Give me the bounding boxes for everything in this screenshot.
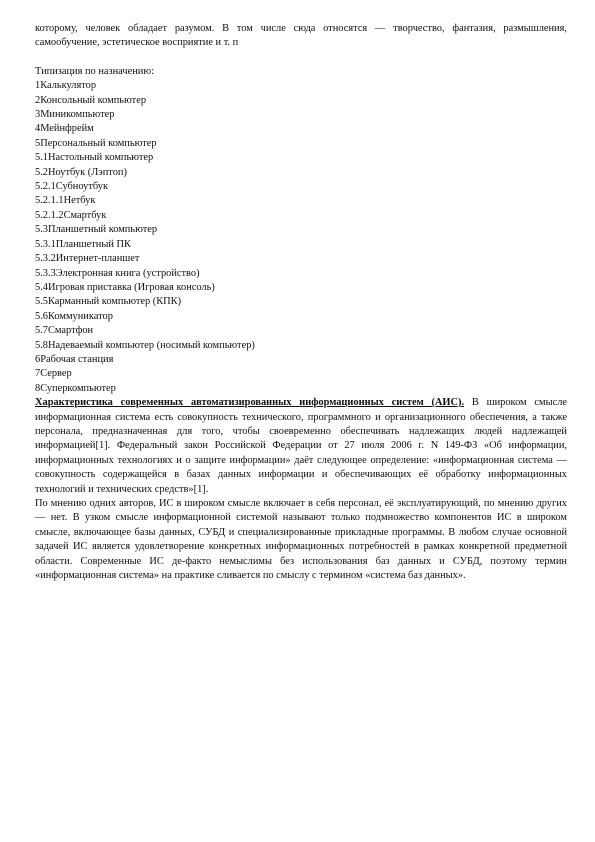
list-item: 5.5Карманный компьютер (КПК) — [35, 296, 182, 308]
intro-paragraph: которому, человек обладает разумом. В том числе сюда относятся — творчество, фантазия, размышления, самообучение, эстетическое восприятие и т. п — [35, 23, 567, 49]
paragraph-gap — [35, 51, 567, 65]
list-item: 5.2Ноутбук (Лэптоп) — [35, 166, 127, 178]
list-item: 5.2.1.1Нетбук — [35, 195, 96, 207]
list-item: 5.3.1Планшетный ПК — [35, 238, 131, 250]
list-item: 2Консольный компьютер — [35, 94, 147, 106]
ais-heading: Характеристика современных автоматизированных информационных систем (АИС). — [35, 397, 465, 409]
list-item: 5.4Игровая приставка (Игровая консоль) — [35, 281, 215, 293]
list-item: 5.6Коммуникатор — [35, 310, 113, 322]
list-item: 8Суперкомпьютер — [35, 382, 116, 394]
list-item: 5Персональный компьютер — [35, 137, 157, 149]
list-item: 1Калькулятор — [35, 80, 97, 92]
ais-paragraph-1 — [35, 396, 567, 497]
list-item: 6Рабочая станция — [35, 353, 114, 365]
list-item: 5.8Надеваемый компьютер (носимый компьютер) — [35, 339, 255, 351]
list-item: 5.2.1.2Смартбук — [35, 209, 107, 221]
list-item: 7Сервер — [35, 368, 72, 380]
list-item: 3Миникомпьютер — [35, 109, 115, 121]
ais-paragraph-1-text: В широком смысле информационная система есть совокупность технического, программного и организационного обеспечения, а также персонала, предназначенная для того, чтобы своевременно обеспечивать надлежащих людей надлежащей информацией[1]. Федеральный закон Российской Федерации от 27 июля 2006 г. N 149-ФЗ «Об информации, информационных технологиях и о защите информации» даёт следующее определение: «информационная система — совокупность содержащейся в базах данных информации и обеспечивающих её обработку информационных технологий и технических средств»[1]. — [35, 397, 568, 495]
list-item: 5.3.3Электронная книга (устройство) — [35, 267, 200, 279]
list-item: 5.3.2Интернет-планшет — [35, 253, 140, 265]
list-item: 5.1Настольный компьютер — [35, 152, 154, 164]
ais-paragraph-2: По мнению одних авторов, ИС в широком смысле включает в себя персонал, её эксплуатирующий, по мнению других — нет. В узком смысле информационной системой называют только подмножество компонентов ИС в широком смысле, включающее базы данных, СУБД и специализированные прикладные программы. В любом случае основной задачей ИС является удовлетворение конкретных информационных потребностей в рамках конкретной предметной области. Современные ИС де-факто немыслимы без использования баз данных и СУБД, поэтому термин «информационная система» на практике сливается по смыслу с термином «система баз данных». — [35, 498, 567, 582]
typology-list — [35, 79, 567, 396]
list-item: 5.2.1Субноутбук — [35, 181, 109, 193]
typology-title: Типизация по назначению: — [35, 65, 154, 77]
document-page — [35, 22, 567, 583]
list-item: 4Мейнфрейм — [35, 123, 94, 135]
list-item: 5.3Планшетный компьютер — [35, 224, 158, 236]
list-item: 5.7Смартфон — [35, 325, 94, 337]
